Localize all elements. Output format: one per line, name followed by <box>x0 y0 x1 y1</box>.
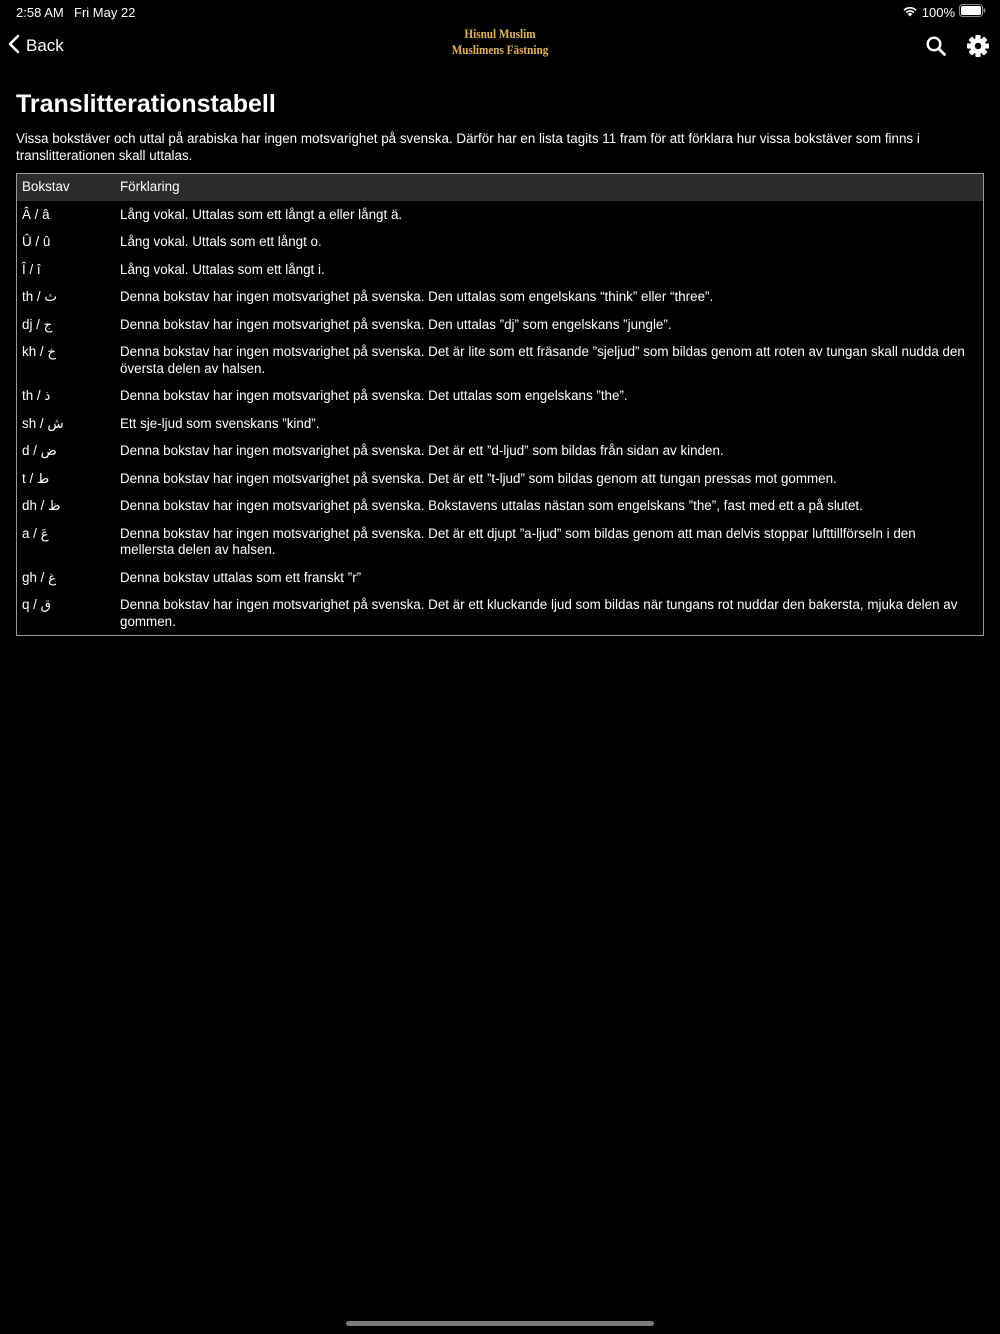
navigation-bar <box>0 24 1000 68</box>
table-row <box>17 201 983 229</box>
table-row <box>17 311 983 339</box>
wifi-icon <box>902 5 918 20</box>
table-row <box>17 410 983 438</box>
intro-text: Vissa bokstäver och uttal på arabiska har ingen motsvarighet på svenska. Därför har en lista tagits 11 fram för att förklara hur vissa bokstäver som finns i translitterationen skall uttalas. <box>16 131 920 163</box>
letter-cell: Û / û <box>22 234 51 249</box>
explanation-cell: Denna bokstav har ingen motsvarighet på svenska. Bokstavens uttalas nästan som engelskans ”the”, fast med ett a på slutet. <box>120 498 863 513</box>
letter-cell: dh / ظ <box>22 498 61 513</box>
letter-cell: th / ث <box>22 289 57 304</box>
explanation-cell: Denna bokstav har ingen motsvarighet på svenska. Det är lite som ett fräsande ”sjeljud” som bildas genom att roten av tungan skall nudda den översta delen av halsen. <box>120 344 965 376</box>
home-indicator[interactable] <box>346 1321 654 1326</box>
letter-cell: Â / â <box>22 206 50 222</box>
table-row <box>17 338 983 382</box>
table-row <box>17 437 983 465</box>
explanation-cell: Denna bokstav uttalas som ett franskt ”r” <box>120 569 362 585</box>
table-row <box>17 256 983 284</box>
table-row <box>17 382 983 410</box>
header-explanation: Förklaring <box>120 179 180 194</box>
chevron-left-icon <box>8 34 20 59</box>
status-indicators <box>902 4 986 20</box>
table-header-row <box>17 174 983 201</box>
back-button[interactable] <box>8 32 64 60</box>
explanation-cell: Denna bokstav har ingen motsvarighet på svenska. Det är ett ”d-ljud” som bildas från sidan av kinden. <box>120 443 724 458</box>
transliteration-table <box>16 173 984 636</box>
table-row <box>17 591 983 635</box>
letter-cell: gh / غ <box>22 569 57 585</box>
table-row <box>17 465 983 493</box>
letter-cell: Î / î <box>22 261 41 277</box>
table-row <box>17 228 983 256</box>
explanation-cell: Ett sje-ljud som svenskans ”kind”. <box>120 415 320 431</box>
table-row <box>17 283 983 311</box>
letter-cell: t / ط <box>22 470 50 486</box>
table-row <box>17 520 983 564</box>
explanation-cell: Denna bokstav har ingen motsvarighet på svenska. Det är ett kluckande ljud som bildas när tungans rot nuddar den bakersta, mjuka delen av gommen. <box>120 597 958 629</box>
letter-cell: dj / ج <box>22 316 53 332</box>
explanation-cell: Lång vokal. Uttalas som ett långt i. <box>120 261 325 277</box>
search-icon <box>922 47 950 64</box>
back-label: Back <box>26 36 64 55</box>
letter-cell: kh / خ <box>22 344 56 359</box>
page-title: Translitterationstabell <box>16 90 276 118</box>
explanation-cell: Denna bokstav har ingen motsvarighet på svenska. Den uttalas som engelskans “think” eller “three”. <box>120 289 714 304</box>
settings-button[interactable] <box>964 32 992 60</box>
letter-cell: d / ض <box>22 443 57 458</box>
explanation-cell: Denna bokstav har ingen motsvarighet på svenska. Det är ett djupt ”a-ljud” som bildas genom att man delvis stoppar lufttillförseln i den mellersta delen av halsen. <box>120 525 916 557</box>
status-date: Fri May 22 <box>74 5 136 20</box>
explanation-cell: Denna bokstav har ingen motsvarighet på svenska. Det är ett ”t-ljud” som bildas genom att tungan pressas mot gommen. <box>120 470 837 486</box>
letter-cell: q / ق <box>22 597 51 612</box>
search-button[interactable] <box>922 32 950 60</box>
gear-icon <box>964 47 992 64</box>
app-title-line1: Hisnul Muslim <box>464 26 536 41</box>
explanation-cell: Lång vokal. Uttalas som ett långt a eller långt ä. <box>120 206 403 222</box>
letter-cell: sh / ش <box>22 415 64 431</box>
battery-percentage: 100% <box>921 4 955 20</box>
table-body <box>17 201 983 636</box>
explanation-cell: Lång vokal. Uttals som ett långt o. <box>120 234 322 249</box>
explanation-cell: Denna bokstav har ingen motsvarighet på svenska. Den uttalas ”dj” som engelskans ”jungle”. <box>120 316 672 332</box>
header-letter: Bokstav <box>22 179 70 194</box>
battery-icon <box>959 4 986 20</box>
explanation-cell: Denna bokstav har ingen motsvarighet på svenska. Det uttalas som engelskans ”the”. <box>120 388 628 403</box>
letter-cell: a / عَ <box>22 525 49 541</box>
status-bar <box>0 0 1000 24</box>
app-logo-title <box>414 26 586 58</box>
table-row <box>17 564 983 592</box>
letter-cell: th / ذ <box>22 388 51 403</box>
table-row <box>17 492 983 520</box>
app-title-line2: Muslimens Fästning <box>451 42 549 57</box>
status-time: 2:58 AM <box>16 5 64 20</box>
